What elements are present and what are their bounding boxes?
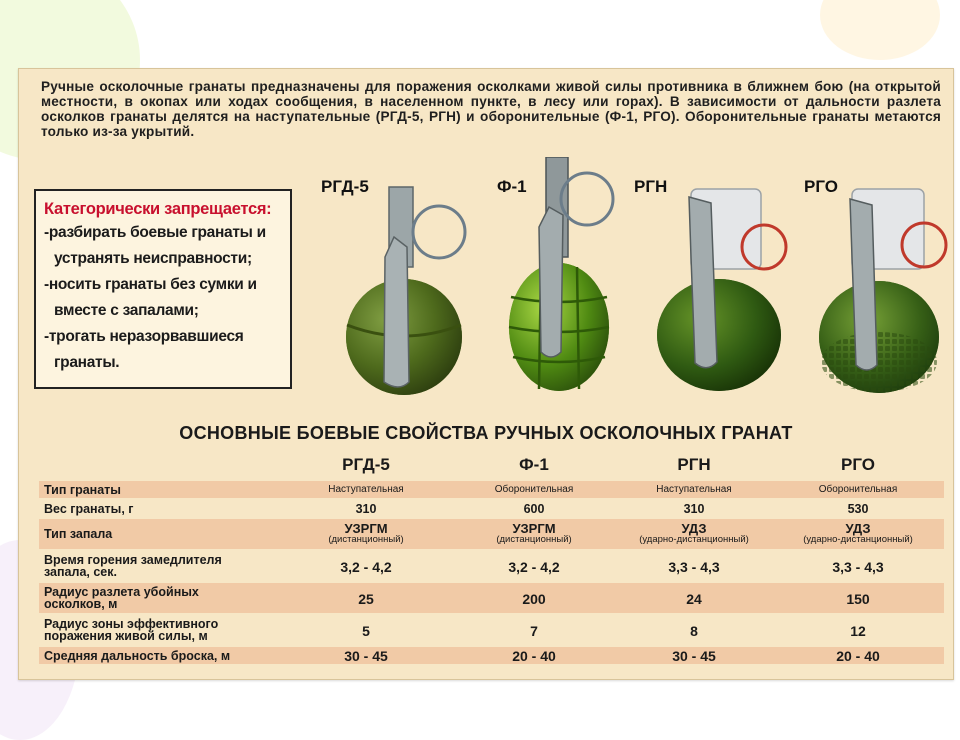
grenade-rgo-image xyxy=(814,177,954,397)
warning-line: гранаты. xyxy=(54,354,120,371)
table-cell: 12 xyxy=(850,623,866,639)
fuse-name: УЗРГМ xyxy=(344,521,388,536)
grenade-label-rgo: РГО xyxy=(804,177,838,196)
table-row xyxy=(39,481,944,498)
table-cell: 8 xyxy=(690,623,698,639)
column-header: РГН xyxy=(677,455,711,474)
grenade-label-rgn: РГН xyxy=(634,177,668,196)
pull-ring xyxy=(561,173,613,225)
row-label: Радиус разлета убойных осколков, м xyxy=(44,585,199,611)
row-label: Время горения замедлителя запала, сек. xyxy=(44,553,222,579)
table-cell: 30 - 45 xyxy=(344,648,388,664)
fuse-name: УЗРГМ xyxy=(512,521,556,536)
warning-title: Категорически запрещается: xyxy=(44,200,272,218)
table-cell: 24 xyxy=(686,591,702,607)
table-cell: 3,3 - 4,3 xyxy=(668,559,720,575)
table-row xyxy=(39,583,944,613)
table-cell: 5 xyxy=(362,623,370,639)
table-cell xyxy=(619,522,769,545)
grenade-label-f1: Ф-1 xyxy=(497,177,527,196)
table-cell: Оборонительная xyxy=(818,484,898,495)
table-cell: 3,3 - 4,3 xyxy=(832,559,884,575)
table-cell: Оборонительная xyxy=(494,484,574,495)
table-cell: 7 xyxy=(530,623,538,639)
pull-ring xyxy=(413,206,465,258)
table-cell: 310 xyxy=(683,502,705,516)
row-label: Тип запала xyxy=(44,527,113,541)
fuse-type: (ударно-дистанционный) xyxy=(639,534,749,545)
fuse-type: (дистанционный) xyxy=(328,534,404,545)
fuse-type: (ударно-дистанционный) xyxy=(803,534,913,545)
grenade-rgd5-image xyxy=(339,177,479,397)
warning-line: устранять неисправности; xyxy=(54,250,252,267)
table-cell: 3,2 - 4,2 xyxy=(508,559,560,575)
grenade-f1-image xyxy=(501,157,621,397)
table-cell: 530 xyxy=(847,502,869,516)
column-header: РГО xyxy=(841,455,875,474)
table-row xyxy=(39,519,944,549)
grenade-label-rgd5: РГД-5 xyxy=(321,177,369,196)
table-row xyxy=(39,500,944,517)
fuse-name: УДЗ xyxy=(845,521,871,536)
table-cell: 600 xyxy=(523,502,545,516)
warning-box xyxy=(34,189,292,389)
table-cell: Наступательная xyxy=(656,484,732,495)
column-header: Ф-1 xyxy=(519,455,549,474)
warning-line: вместе с запалами; xyxy=(54,302,199,319)
intro-text: Ручные осколочные гранаты предназначены для поражения осколками живой силы противника в ближнем бою (на открытой местности, в окопах или ходах сообщения, в населенном пункте, в лесу или горах). В зависимости от дальности разлета осколков гранаты делятся на наступательные (РГД-5, РГН) и оборонительные (Ф-1, РГО). Оборонительные гранаты метаются только из-за укрытий. xyxy=(41,79,941,139)
warning-line: -трогать неразорвавшиеся xyxy=(44,328,244,345)
fuse-type: (дистанционный) xyxy=(496,534,572,545)
table-row xyxy=(39,615,944,645)
table-cell xyxy=(459,522,609,545)
table-cell: 3,2 - 4,2 xyxy=(340,559,392,575)
grenade-rgn-image xyxy=(649,177,799,397)
table-title: ОСНОВНЫЕ БОЕВЫЕ СВОЙСТВА РУЧНЫХ ОСКОЛОЧНЫХ ГРАНАТ xyxy=(179,423,793,443)
table-cell: 25 xyxy=(358,591,374,607)
table-cell: 20 - 40 xyxy=(512,648,556,664)
warning-line: -разбирать боевые гранаты и xyxy=(44,224,266,241)
table-cell: 30 - 45 xyxy=(672,648,716,664)
decor-circle-top-right xyxy=(820,0,940,60)
poster xyxy=(18,68,954,680)
warning-line: -носить гранаты без сумки и xyxy=(44,276,257,293)
table-cell xyxy=(291,522,441,545)
table-cell: 20 - 40 xyxy=(836,648,880,664)
row-label: Радиус зоны эффективного поражения живой силы, м xyxy=(44,617,219,643)
table-row xyxy=(39,551,944,581)
table-row xyxy=(39,647,944,664)
row-label: Средняя дальность броска, м xyxy=(44,649,231,663)
table-cell: 310 xyxy=(355,502,377,516)
table-cell: 200 xyxy=(522,591,546,607)
row-label: Вес гранаты, г xyxy=(44,502,134,516)
row-label: Тип гранаты xyxy=(44,483,121,497)
table-cell: Наступательная xyxy=(328,484,404,495)
table-cell: 150 xyxy=(846,591,870,607)
table-cell xyxy=(783,522,933,545)
fuse-name: УДЗ xyxy=(681,521,707,536)
column-header: РГД-5 xyxy=(342,455,390,474)
